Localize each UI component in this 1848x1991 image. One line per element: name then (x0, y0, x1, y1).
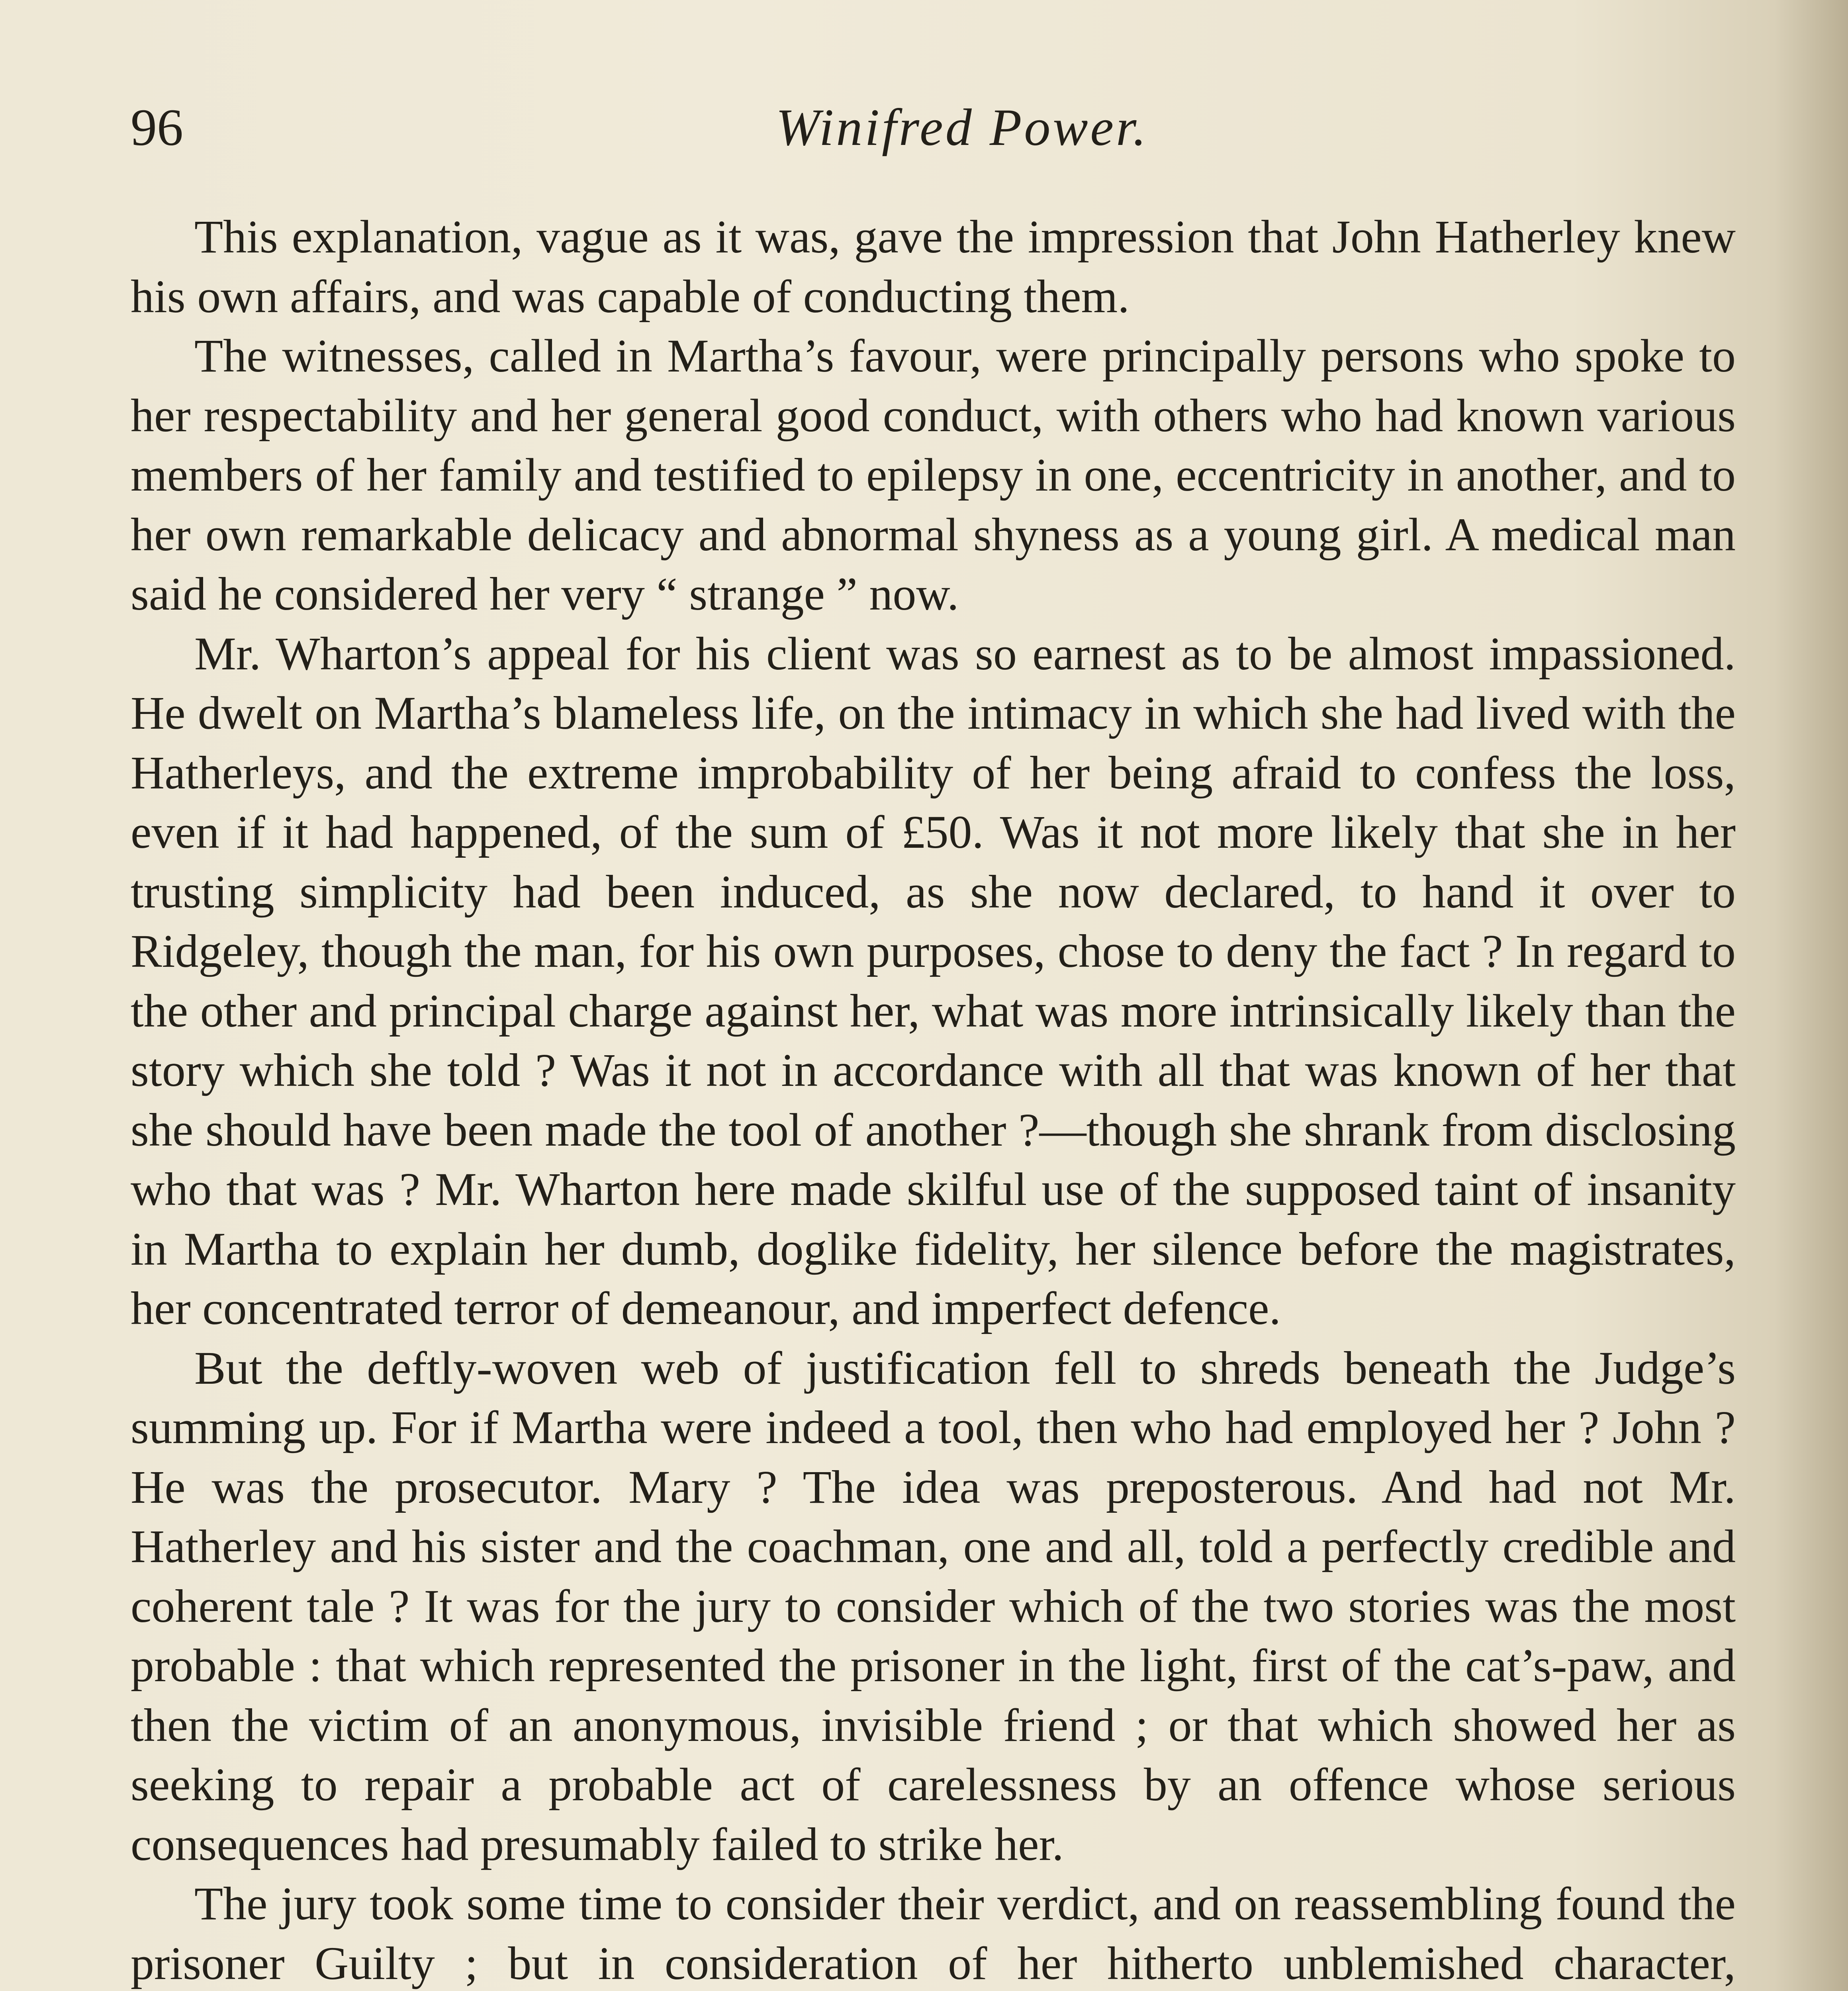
paragraph: The witnesses, called in Martha’s favour, were principally persons who spoke to her respectability and her general good conduct, with others who had known various members of her family and testified to epilepsy in one, eccentricity in another, and to her own remarkable delicacy and abnormal shyness as a young girl. A medical man said he considered her very “ strange ” now. (131, 330, 1736, 620)
running-title: Winifred Power. (776, 98, 1149, 156)
body-text (131, 207, 1736, 1991)
paragraph: The jury took some time to consider their verdict, and on reassembling found the prisoner Guilty ; but in consideration of her hitherto unblemished character, (131, 1878, 1736, 1989)
paragraph: But the deftly-woven web of justification fell to shreds beneath the Judge’s summing up. For if Martha were indeed a tool, then who had employed her ? John ? He was the prosecutor. Mary ? The idea was preposterous. And had not Mr. Hatherley and his sister and the coachman, one and all, told a perfectly credible and coherent tale ? It was for the jury to consider which of the two stories was the most probable : that which represented the prisoner in the light, first of the cat’s-paw, and then the victim of an anonymous, invisible friend ; or that which showed her as seeking to repair a probable act of carelessness by an offence whose serious consequences had presumably failed to strike her. (131, 1342, 1736, 1870)
paragraph: Mr. Wharton’s appeal for his client was so earnest as to be almost impassioned. He dwelt on Martha’s blameless life, on the intimacy in which she had lived with the Hatherleys, and the extreme improbability of her being afraid to confess the loss, even if it had happened, of the sum of £50. Was it not more likely that she in her trusting simplicity had been induced, as she now declared, to hand it over to Ridgeley, though the man, for his own purposes, chose to deny the fact ? In regard to the other and principal charge against her, what was more intrinsically likely than the story which she told ? Was it not in accordance with all that was known of her that she should have been made the tool of another ?—though she shrank from disclosing who that was ? Mr. Wharton here made skilful use of the supposed taint of insanity in Martha to explain her dumb, doglike fidelity, her silence before the magistrates, her concentrated terror of demeanour, and imperfect defence. (131, 627, 1736, 1334)
page-number: 96 (131, 98, 183, 156)
running-head (131, 90, 1680, 165)
paragraph: This explanation, vague as it was, gave the impression that John Hatherley knew his own affairs, and was capable of conducting them. (131, 211, 1736, 323)
